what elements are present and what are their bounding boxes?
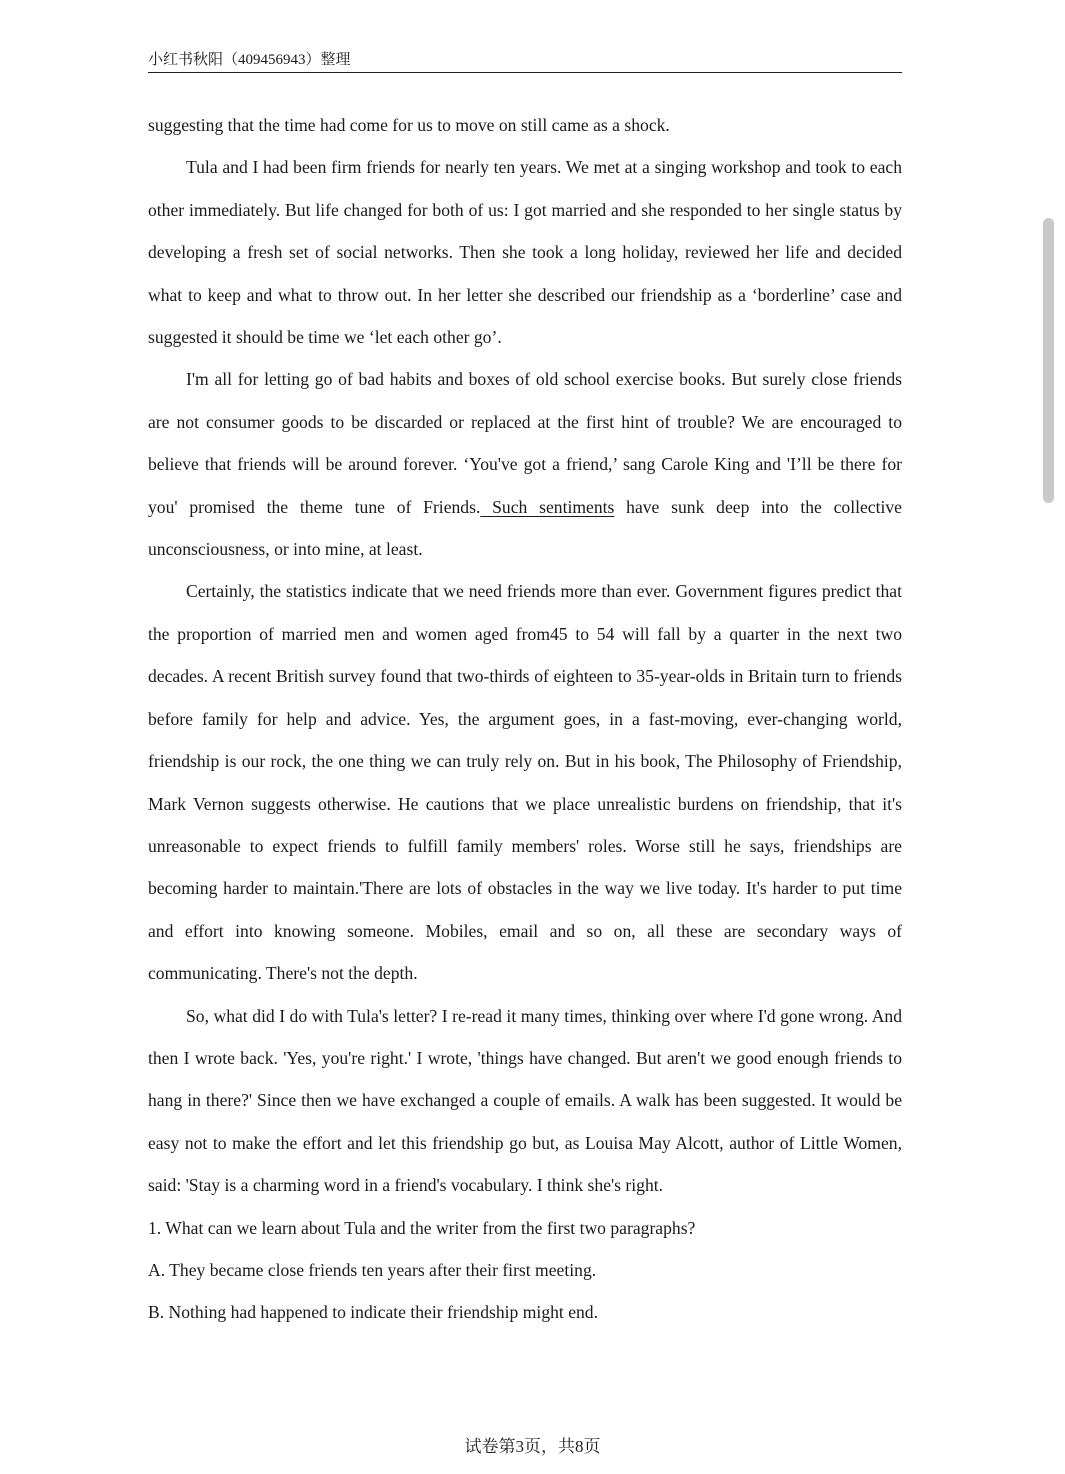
question-stem: 1. What can we learn about Tula and the writer from the first two paragraphs? [148, 1217, 696, 1238]
page-header: 小红书秋阳（409456943）整理 [148, 50, 902, 73]
scrollbar-thumb[interactable] [1043, 218, 1054, 503]
paragraph-4: So, what did I do with Tula's letter? I re-read it many times, thinking over where I'd gone wrong. And then I wrote back. 'Yes, you're right.' I wrote, 'things have changed. But aren't we good enough friends to hang in there?' Since then we have exchanged a couple of emails. A walk has been suggested. It would be easy not to make the effort and let this friendship go but, as Louisa May Alcott, author of Little Women, said: 'Stay is a charming word in a friend's vocabulary. I think she's right. [148, 1005, 902, 1196]
paragraph-2-before: I'm all for letting go of bad habits and boxes of old school exercise books. But surely close friends are not consumer goods to be discarded or replaced at the first hint of trouble? We are encouraged to believe that friends will be around forever. ‘You've got a friend,’ sang Carole King and 'I’ll be there for you' promised the theme tune of Friends. [148, 369, 902, 517]
option-b: B. Nothing had happened to indicate their friendship might end. [148, 1302, 599, 1323]
paragraph-1: Tula and I had been firm friends for nearly ten years. We met at a singing workshop and took to each other immediately. But life changed for both of us: I got married and she responded to her single status by developing a fresh set of social networks. Then she took a long holiday, reviewed her life and decided what to keep and what to throw out. In her letter she described our friendship as a ‘borderline’ case and suggested it should be time we ‘let each other go’. [148, 157, 902, 348]
paragraph-3: Certainly, the statistics indicate that we need friends more than ever. Government figures predict that the proportion of married men and women aged from45 to 54 will fall by a quarter in the next two decades. A recent British survey found that two-thirds of eighteen to 35-year-olds in Britain turn to friends before family for help and advice. Yes, the argument goes, in a fast-moving, ever-changing world, friendship is our rock, the one thing we can truly rely on. But in his book, The Philosophy of Friendship, Mark Vernon suggests otherwise. He cautions that we place unrealistic burdens on friendship, that it's unreasonable to expect friends to fulfill family members' roles. Worse still he says, friendships are becoming harder to maintain.'There are lots of obstacles in the way we live today. It's harder to put time and effort into knowing someone. Mobiles, email and so on, all these are secondary ways of communicating. There's not the depth. [148, 581, 902, 984]
paragraph-0: suggesting that the time had come for us to move on still came as a shock. [148, 115, 670, 135]
option-a: A. They became close friends ten years after their first meeting. [148, 1259, 597, 1280]
paragraph-2-after: have sunk deep into the collective unconsciousness, or into mine, at least. [148, 496, 902, 560]
paragraph-2 [148, 358, 902, 570]
document-body [148, 104, 902, 1334]
underlined-phrase: Such sentiments [480, 496, 615, 517]
page-footer: 试卷第3页，共8页 [464, 1437, 601, 1456]
